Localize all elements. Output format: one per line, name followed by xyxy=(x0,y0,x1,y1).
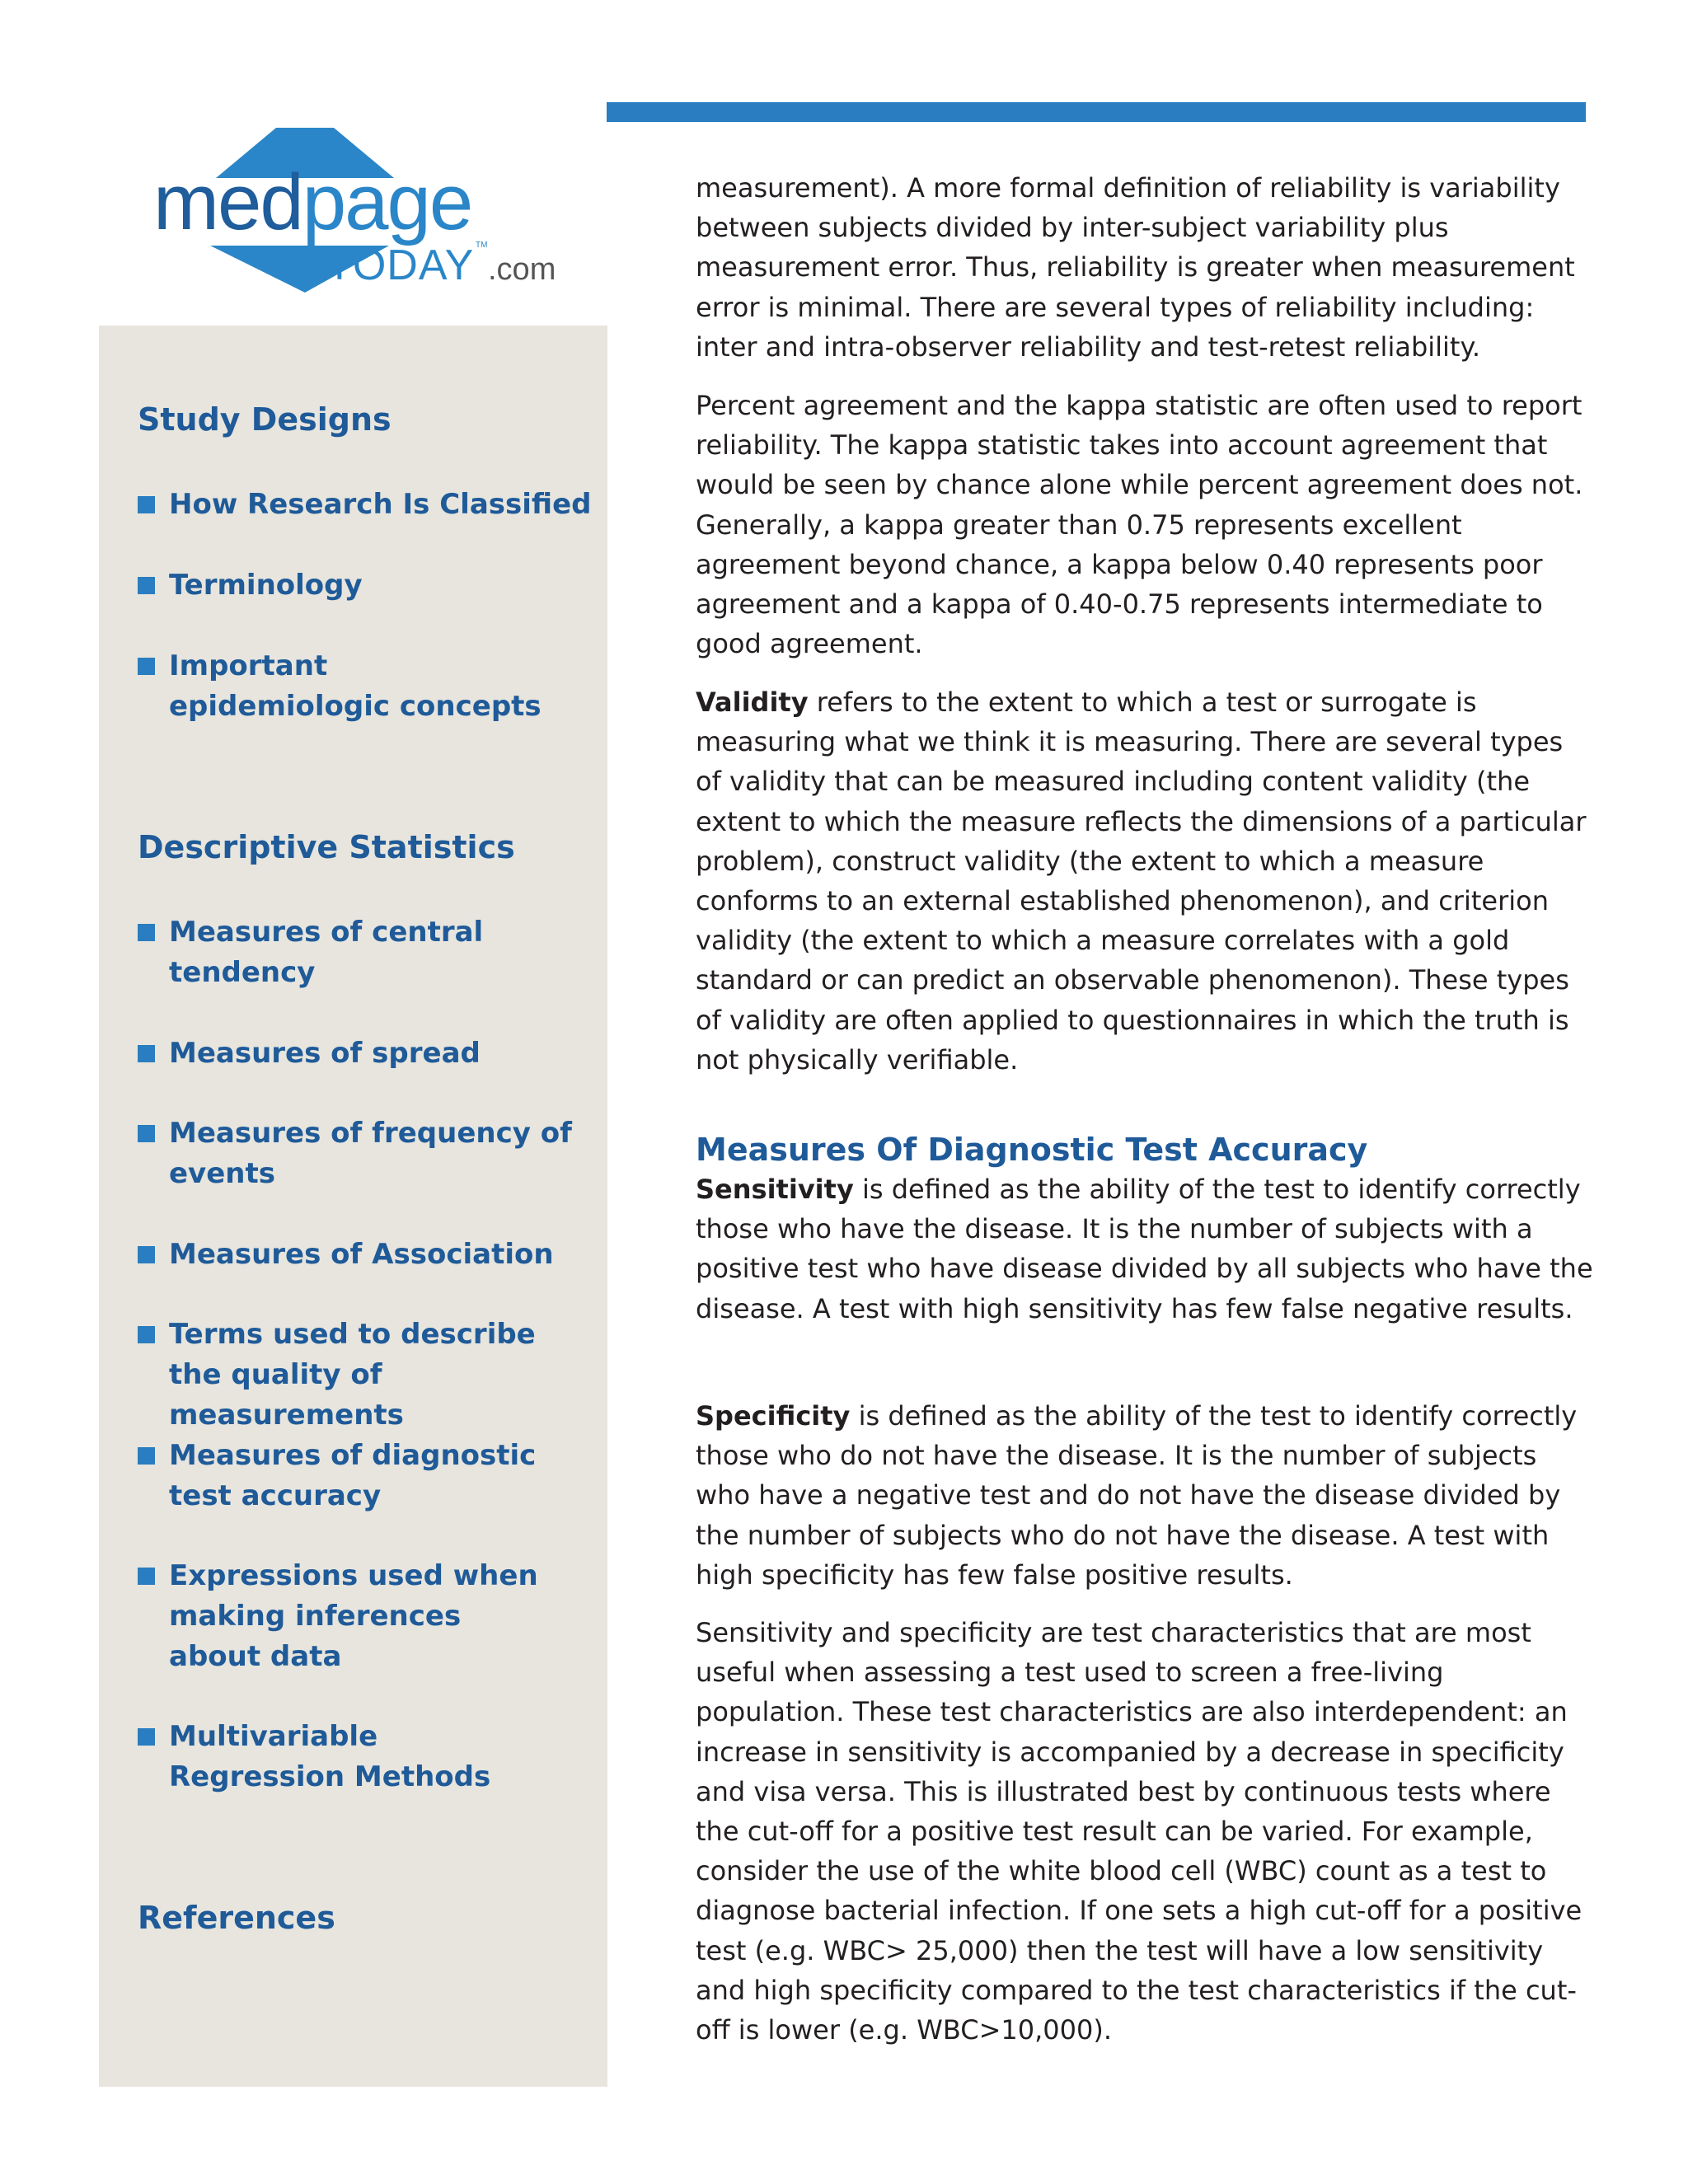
square-bullet-icon xyxy=(138,1728,155,1746)
validity-text: refers to the extent to which a test or surrogate is measuring what we think it is measuring. There are several types of validity that can be measured including content validity (the extent to which the measure reflects the dimensions of a particular problem), construct validity (the extent to which a measure conforms to an external established phenomenon), and criterion validity (the extent to which a measure correlates with a gold standard or can predict an observable phenomenon). These types of validity are often applied to questionnaires in which the truth is not physically verifiable. xyxy=(696,687,1587,1076)
sidebar-nav: Study Designs How Research Is Classified Terminology Important epidemiologic concepts Descriptive Statistics Measures of central tendency Measures of spread Measures of frequency of events Measures of Association Terms used to describe the quality of measurements Measures of diagnostic test accuracy Expressions used when making inferences about data Multivariable Regression Methods References xyxy=(99,326,607,2087)
square-bullet-icon xyxy=(138,1045,155,1062)
square-bullet-icon xyxy=(138,924,155,941)
square-bullet-icon xyxy=(138,577,155,594)
square-bullet-icon xyxy=(138,658,155,675)
square-bullet-icon xyxy=(138,1447,155,1465)
sidebar-heading-descriptive-statistics[interactable]: Descriptive Statistics xyxy=(138,829,515,865)
paragraph-specificity xyxy=(696,1396,1594,1595)
logo-today: TODAY xyxy=(326,241,475,289)
specificity-text: is defined as the ability of the test to identify correctly those who do not have the disease. It is the number of subjects who have a negative test and do not have the disease divided by the number of subjects who do not have the disease. A test with high specificity has few false positive results. xyxy=(696,1400,1578,1591)
logo-med-page: medpage xyxy=(153,158,472,246)
square-bullet-icon xyxy=(138,1568,155,1585)
sidebar-heading-references[interactable]: References xyxy=(138,1900,335,1936)
paragraph-sensitivity xyxy=(696,1169,1594,1329)
sidebar-heading-study-designs[interactable]: Study Designs xyxy=(138,401,392,438)
logo-dotcom: .com xyxy=(488,252,556,287)
logo-tm: TM xyxy=(476,241,488,250)
square-bullet-icon xyxy=(138,1326,155,1343)
term-validity: Validity xyxy=(696,687,809,718)
square-bullet-icon xyxy=(138,1125,155,1142)
square-bullet-icon xyxy=(138,496,155,513)
paragraph-percent-agreement-text: Percent agreement and the kappa statistic are often used to report reliability. The kappa statistic takes into account agreement that would be seen by chance alone while percent agreement does not. Generally, a kappa greater than 0.75 represents excellent agreement beyond chance, a kappa below 0.40 represents poor agreement and a kappa of 0.40-0.75 represents intermediate to good agreement. xyxy=(696,390,1583,660)
sensitivity-text: is defined as the ability of the test to identify correctly those who have the disease. It is the number of subjects with a positive test who have disease divided by all subjects who have the disease. A test with high sensitivity has few false negative results. xyxy=(696,1174,1593,1324)
term-sensitivity: Sensitivity xyxy=(696,1174,854,1205)
medpage-today-logo[interactable] xyxy=(148,124,577,297)
paragraph-percent-agreement-kappa xyxy=(696,386,1594,663)
paragraph-reliability-definition: measurement). A more formal definition of reliability is variability between subjects divided by inter-subject variability plus measurement error. Thus, reliability is greater when measurement error is minimal. There are several types of reliability including: inter and intra-observer reliability and test-retest reliability. xyxy=(696,172,1575,363)
square-bullet-icon xyxy=(138,1246,155,1263)
section-title-diagnostic-accuracy: Measures Of Diagnostic Test Accuracy xyxy=(696,1132,1368,1168)
top-accent-bar xyxy=(607,102,1586,122)
paragraph-sensitivity-specificity-tradeoff: Sensitivity and specificity are test characteristics that are most useful when assessing a test used to screen a free-living population. These test characteristics are also interdependent: an increase in sensitivity is accompanied by a decrease in specificity and visa versa. This is illustrated best by continuous tests where the cut-off for a positive test result can be varied. For example, consider the use of the white blood cell (WBC) count as a test to diagnose bacterial infection. If one sets a high cut-off for a positive test (e.g. WBC> 25,000) then the test will have a low sensitivity and high specificity compared to the test characteristics if the cut-off is lower (e.g. WBC>10,000). xyxy=(696,1617,1582,2046)
paragraph-validity xyxy=(696,682,1594,1080)
term-specificity: Specificity xyxy=(696,1400,851,1432)
